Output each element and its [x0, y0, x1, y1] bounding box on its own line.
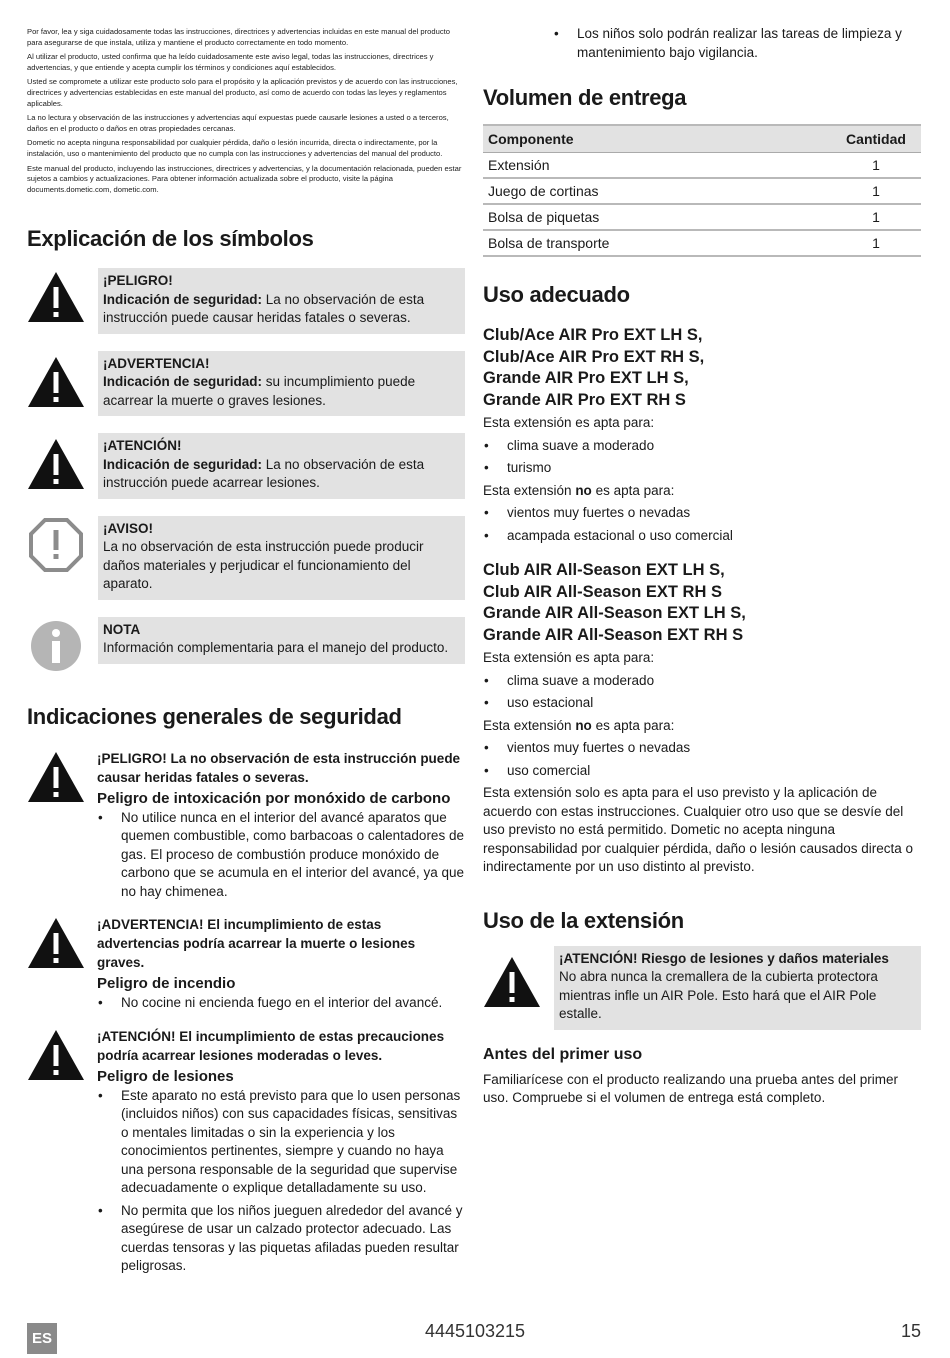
unsuitable-text-post: es apta para: [591, 482, 675, 498]
unsuitable-list [483, 739, 921, 780]
model-name: Club/Ace AIR Pro EXT LH S, [483, 326, 703, 344]
cell-component: Juego de cortinas [483, 178, 831, 204]
use-heading: Uso adecuado [483, 282, 630, 307]
continued-bullets [553, 25, 921, 62]
list-item: • acampada estacional o uso comercial [483, 527, 921, 546]
suitable-list [483, 437, 921, 478]
cell-component: Bolsa de piquetas [483, 204, 831, 230]
symbol-box [98, 268, 465, 334]
warning-triangle-icon [27, 915, 85, 974]
symbol-note [27, 617, 465, 675]
symbol-notice [27, 516, 465, 600]
safety-lead: ¡PELIGRO! La no observación de esta instrucción puede causar heridas fatales o severas. [97, 750, 461, 785]
symbol-box [98, 351, 465, 417]
page-number: 15 [900, 1321, 921, 1341]
list-item: • No utilice nunca en el interior del avancé aparatos que quemen combustible, como barbacoas o calentadores de gas. El proceso de combustión produce monóxido de carbono que se acumula en el interior del avancé, ya que no hay chimenea. [97, 809, 465, 902]
unsuitable-text-pre: Esta extensión [483, 717, 576, 733]
symbol-text: su incumplimiento puede acarrear la muerte o graves lesiones. [103, 374, 416, 408]
symbol-caution [27, 433, 465, 499]
symbol-label: Indicación de seguridad: [103, 374, 263, 390]
list-item: • Este aparato no está previsto para que lo usen personas (incluidos niños) con sus capacidades físicas, sensitivas o mentales limitadas o sin la experiencia y los conocimientos pertinentes, siempre y cuando no haya una persona responsable de la seguridad que supervise adecuadamente o explique detalladamente su uso. [97, 1087, 465, 1198]
safety-danger-block [27, 749, 465, 906]
warning-triangle-icon [27, 268, 85, 326]
legal-paragraph: La no lectura y observación de las instrucciones y advertencias aquí expuestas puede causarle lesiones a usted o a terceros, daños en el producto o daños en otras propiedades cercanas. [27, 113, 449, 133]
delivery-table [483, 124, 921, 257]
right-column [483, 0, 921, 1108]
suitable-list [483, 672, 921, 713]
warning-triangle-icon [27, 433, 85, 491]
cell-quantity: 1 [831, 230, 921, 256]
unsuitable-text-post: es apta para: [591, 717, 675, 733]
list-item: • clima suave a moderado [483, 672, 921, 691]
info-circle-icon [27, 617, 85, 675]
list-item: • Los niños solo podrán realizar las tareas de limpieza y mantenimiento bajo vigilancia. [553, 25, 921, 62]
first-use-heading: Antes del primer uso [483, 1045, 643, 1063]
model-name: Grande AIR Pro EXT LH S, [483, 369, 689, 387]
symbol-text: La no observación de esta instrucción puede causar heridas fatales o severas. [103, 291, 425, 326]
legal-notice [27, 27, 465, 195]
model-name: Grande AIR All-Season EXT RH S [483, 625, 744, 644]
caution-text: No abra nunca la cremallera de la cubierta protectora mientras infle un AIR Pole. Esto hará que el AIR Pole estalle. [559, 969, 878, 1021]
symbol-text: Información complementaria para el manejo del producto. [103, 640, 449, 656]
safety-subheading: Peligro de intoxicación por monóxido de carbono [97, 789, 451, 807]
left-column [27, 0, 465, 1290]
unsuitable-text-pre: Esta extensión [483, 482, 576, 498]
column-header-quantity: Cantidad [831, 125, 921, 153]
symbol-box [98, 433, 465, 499]
safety-caution-block [27, 1027, 465, 1280]
legal-paragraph: Dometic no acepta ninguna responsabilidad por cualquier pérdida, daño o lesión incurrida, directa o indirectamente, por la instalación, uso o mantenimiento del producto que no cumpla con las instrucciones y advertencias del manual del producto. [27, 138, 443, 158]
legal-paragraph: Usted se compromete a utilizar este producto solo para el propósito y la aplicación previstos y de acuerdo con las instrucciones, directrices y advertencias establecidas en este manual del producto, así como de acuerdo con todas las leyes y reglamentos aplicables. [27, 77, 458, 108]
first-use-text: Familiarícese con el producto realizando una prueba antes del primer uso. Compruebe si el volumen de entrega está completo. [483, 1071, 898, 1105]
list-item: • turismo [483, 459, 921, 478]
cell-component: Extensión [483, 153, 831, 179]
list-item: • vientos muy fuertes o nevadas [483, 739, 921, 758]
safety-lead: ¡ADVERTENCIA! El incumplimiento de estas advertencias podría acarrear la muerte o lesiones graves. [97, 917, 416, 971]
list-item: • clima suave a moderado [483, 437, 921, 456]
suitable-intro: Esta extensión es apta para: [483, 650, 655, 665]
symbol-title: ¡PELIGRO! [103, 273, 173, 289]
legal-paragraph: Al utilizar el producto, usted confirma que ha leído cuidadosamente este aviso legal, todas las instrucciones, directrices y advertencias, y que entiende y acepta cumplir los términos y condiciones aquí establecidos. [27, 52, 434, 72]
cell-quantity: 1 [831, 178, 921, 204]
symbol-label: Indicación de seguridad: [103, 291, 263, 307]
symbol-title: NOTA [103, 621, 141, 637]
unsuitable-text-bold: no [575, 482, 592, 498]
safety-lead: ¡ATENCIÓN! El incumplimiento de estas precauciones podría acarrear lesiones moderadas o leves. [97, 1028, 445, 1063]
symbol-box [98, 617, 465, 664]
unsuitable-intro [483, 717, 921, 736]
symbol-title: ¡ATENCIÓN! [103, 438, 182, 454]
model-name: Club AIR All-Season EXT LH S, [483, 561, 725, 579]
warning-triangle-icon [483, 946, 541, 1013]
model-name: Club AIR All-Season EXT RH S [483, 582, 722, 601]
symbol-text: La no observación de esta instrucción puede acarrear lesiones. [103, 456, 425, 491]
cell-quantity: 1 [831, 204, 921, 230]
unsuitable-intro [483, 482, 921, 501]
list-item: • vientos muy fuertes o nevadas [483, 504, 921, 523]
list-item: • uso estacional [483, 694, 921, 713]
symbol-text: La no observación de esta instrucción puede producir daños materiales y perjudicar el funcionamiento del aparato. [103, 539, 424, 592]
caution-title: ¡ATENCIÓN! Riesgo de lesiones y daños materiales [559, 950, 889, 966]
symbol-title: ¡AVISO! [103, 520, 153, 536]
safety-warning-block [27, 915, 465, 1017]
list-item: • uso comercial [483, 762, 921, 781]
language-badge: ES [27, 1323, 57, 1354]
document-number: 4445103215 [424, 1321, 526, 1341]
list-item: • No cocine ni encienda fuego en el interior del avancé. [97, 994, 465, 1013]
intended-use-paragraph: Esta extensión solo es apta para el uso previsto y la aplicación de acuerdo con estas instrucciones. Cualquier otro uso que se desvíe del uso previsto no está permitido. Dometic no acepta ninguna responsabilidad por cualquier pérdida, daño o lesión causados directa o indirectamente por un uso distinto al previsto. [483, 785, 914, 874]
safety-bullets [97, 994, 465, 1013]
warning-triangle-icon [27, 749, 85, 808]
unsuitable-text-bold: no [575, 717, 592, 733]
column-header-component: Componente [483, 125, 831, 153]
cell-component: Bolsa de transporte [483, 230, 831, 256]
model-name: Club/Ace AIR Pro EXT RH S, [483, 347, 705, 366]
symbol-label: Indicación de seguridad: [103, 456, 263, 472]
table-row [483, 178, 921, 204]
symbol-title: ¡ADVERTENCIA! [103, 355, 210, 371]
caution-box [554, 946, 921, 1030]
octagon-exclamation-icon [27, 516, 85, 574]
model-name: Grande AIR All-Season EXT LH S, [483, 604, 746, 622]
table-row [483, 204, 921, 230]
warning-triangle-icon [27, 351, 85, 409]
usage-caution [483, 946, 921, 1030]
safety-bullets [97, 1087, 465, 1276]
table-header-row [483, 125, 921, 153]
list-item: • No permita que los niños jueguen alrededor del avancé y asegúrese de usar un calzado protector adecuado. Las cuerdas tensoras y las piquetas afiladas pueden resultar peligrosas. [97, 1202, 465, 1276]
symbol-box [98, 516, 465, 600]
use-group [483, 325, 921, 545]
model-name: Grande AIR Pro EXT RH S [483, 390, 686, 409]
unsuitable-list [483, 504, 921, 545]
legal-paragraph: Este manual del producto, incluyendo las instrucciones, directrices y advertencias, y la documentación relacionada, pueden estar sujetos a cambios y actualizaciones. Para obtener información actualizada sobre el producto, visite la página documents.dometic.com, dometic.com. [27, 163, 462, 194]
symbol-warning [27, 351, 465, 417]
cell-quantity: 1 [831, 153, 921, 179]
safety-bullets [97, 809, 465, 902]
delivery-heading: Volumen de entrega [483, 85, 687, 110]
usage-heading: Uso de la extensión [483, 907, 684, 933]
safety-subheading: Peligro de incendio [97, 975, 236, 993]
safety-heading: Indicaciones generales de seguridad [27, 703, 402, 729]
safety-subheading: Peligro de lesiones [97, 1067, 234, 1085]
symbols-list [27, 268, 465, 675]
table-row [483, 230, 921, 256]
legal-paragraph: Por favor, lea y siga cuidadosamente todas las instrucciones, directrices y advertencias incluidas en este manual del producto para asegurarse de que instala, utiliza y mantiene el producto correctamente en todo momento. [27, 27, 450, 47]
symbol-danger [27, 268, 465, 334]
warning-triangle-icon [27, 1027, 85, 1086]
suitable-intro: Esta extensión es apta para: [483, 415, 655, 430]
table-row [483, 153, 921, 179]
symbols-heading: Explicación de los símbolos [27, 226, 314, 252]
use-group [483, 560, 921, 877]
